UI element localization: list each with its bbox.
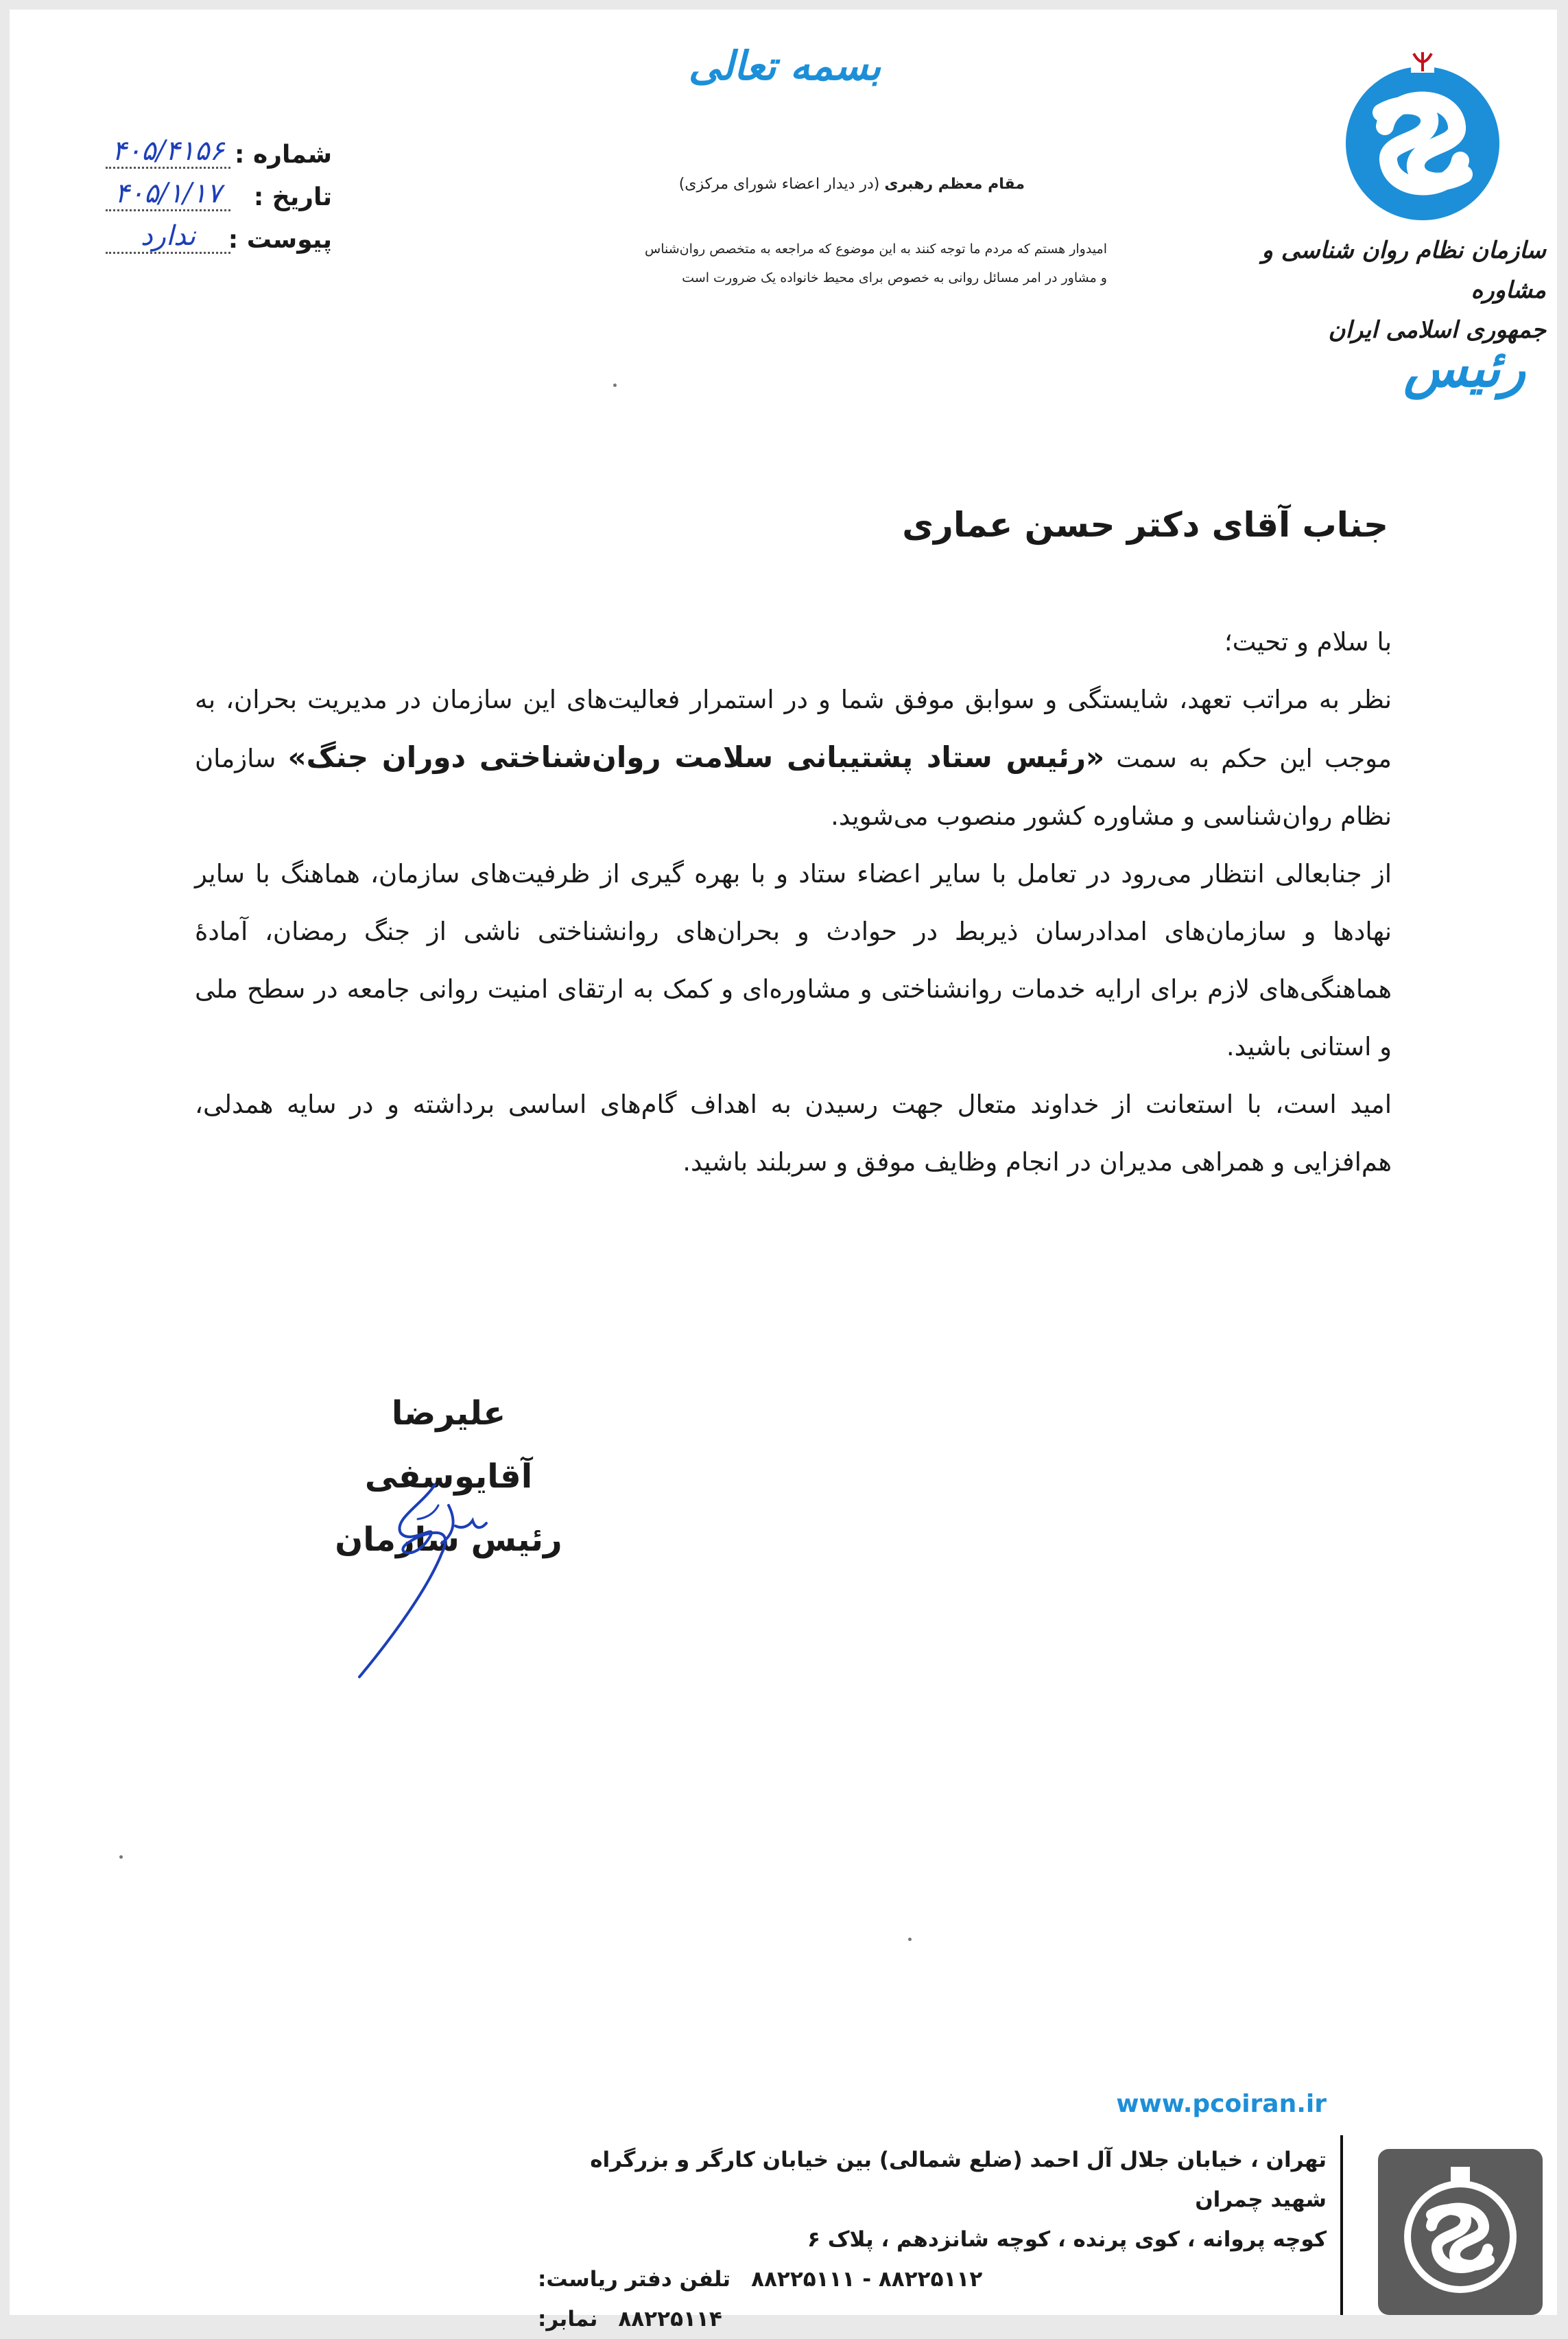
paragraph-appointment: [195, 671, 1392, 845]
fax-number: ۸۸۲۲۵۱۱۴: [618, 2307, 722, 2331]
appointment-text-start: نظر به مراتب تعهد، شایستگی و سوابق موفق شما و در استمرار فعالیت‌های این سازمان در مدیریت بحران، به موجب این حکم به سمت: [195, 685, 1392, 773]
date-label: تاریخ :: [253, 183, 332, 211]
organization-name-line2: جمهوری اسلامی ایران: [1328, 316, 1546, 344]
role-mark: رئیس: [1403, 338, 1525, 399]
attachment-value: ندارد: [106, 219, 230, 254]
phone-label: تلفن دفتر ریاست:: [538, 2267, 731, 2292]
appointment-text-end: سازمان نظام روان‌شناسی و مشاوره کشور منصوب می‌شوید.: [195, 744, 1392, 831]
date-value: ۴۰۵/۱/۱۷: [106, 176, 230, 211]
quote-attribution: [613, 176, 1025, 193]
quote-line: و مشاور در امر مسائل روانی به خصوص برای محیط خانواده یک ضرورت است: [682, 270, 1107, 285]
number-row: [106, 126, 332, 169]
date-row: [106, 169, 332, 211]
footer-logo-icon: [1378, 2149, 1543, 2315]
signer-name: علیرضا آقایوسفی: [364, 1394, 533, 1496]
footer-address: [538, 2140, 1327, 2339]
scan-speck: [119, 1855, 123, 1859]
quote-line: امیدوار هستم که مردم ما توجه کنند به این موضوع که مراجعه به متخصص روان‌شناس: [645, 242, 1107, 257]
appointment-title: «رئیس ستاد پشتیبانی سلامت روان‌شناختی دوران جنگ»: [287, 740, 1105, 774]
signer-title: رئیس سازمان: [335, 1520, 562, 1559]
phone-line: [538, 2259, 1327, 2299]
organization-name: [1258, 231, 1546, 350]
reference-block: [106, 126, 332, 254]
organization-name-line1: سازمان نظام روان شناسی و مشاوره: [1261, 237, 1546, 304]
footer-divider: [1340, 2135, 1343, 2315]
fax-line: [538, 2299, 1327, 2339]
number-label: شماره :: [235, 141, 332, 169]
paragraph-expectations: از جنابعالی انتظار می‌رود در تعامل با سایر اعضاء ستاد و با بهره گیری از ظرفیت‌های سازمان، هماهنگ با سایر نهادها و سازمان‌های امدادرسان ذیربط در حوادث و بحران‌های روانشناختی ناشی از جنگ رمضان، آمادهٔ هماهنگی‌های لازم برای ارایه خدمات روانشناختی و مشاوره‌ای و کمک به ارتقای امنیت روانی جامعه در سطح ملی و استانی باشید.: [195, 859, 1392, 1061]
attachment-row: [106, 211, 332, 254]
paragraph-closing: امید است، با استعانت از خداوند متعال جهت رسیدن به اهداف گام‌های اساسی برداشته و در سایه همدلی، هم‌افزایی و همراهی مدیران در انجام وظایف موفق و سربلند باشید.: [195, 1090, 1392, 1177]
fax-label: نمابر:: [538, 2307, 598, 2331]
phone-numbers: ۸۸۲۲۵۱۱۲ - ۸۸۲۲۵۱۱۱: [751, 2267, 983, 2292]
greeting: با سلام و تحیت؛: [1224, 627, 1392, 657]
letter-page: [10, 10, 1557, 2331]
scan-speck: [613, 384, 617, 387]
address-line2: کوچه پروانه ، کوی پرنده ، کوچه شانزدهم ، پلاک ۶: [807, 2227, 1327, 2252]
organization-logo-icon: [1337, 51, 1508, 222]
address-line1: تهران ، خیابان جلال آل احمد (ضلع شمالی) بین خیابان کارگر و بزرگراه شهید چمران: [590, 2148, 1327, 2212]
quote-text: [531, 235, 1107, 292]
website-link[interactable]: www.pcoiran.ir: [1116, 2090, 1327, 2118]
quote-context: (در دیدار اعضاء شورای مرکزی): [678, 176, 880, 193]
quote-author: مقام معظم رهبری: [884, 176, 1025, 193]
basmala-heading: بسمه تعالی: [688, 43, 881, 89]
handwritten-signature-icon: [353, 1478, 503, 1684]
number-value: ۴۰۵/۴۱۵۶: [106, 134, 230, 169]
scan-speck: [908, 1938, 912, 1941]
recipient-line: جناب آقای دکتر حسن عماری: [902, 505, 1388, 545]
letter-body: [195, 613, 1392, 1191]
attachment-label: پیوست :: [228, 226, 332, 254]
emblem-icon: [1411, 51, 1434, 73]
